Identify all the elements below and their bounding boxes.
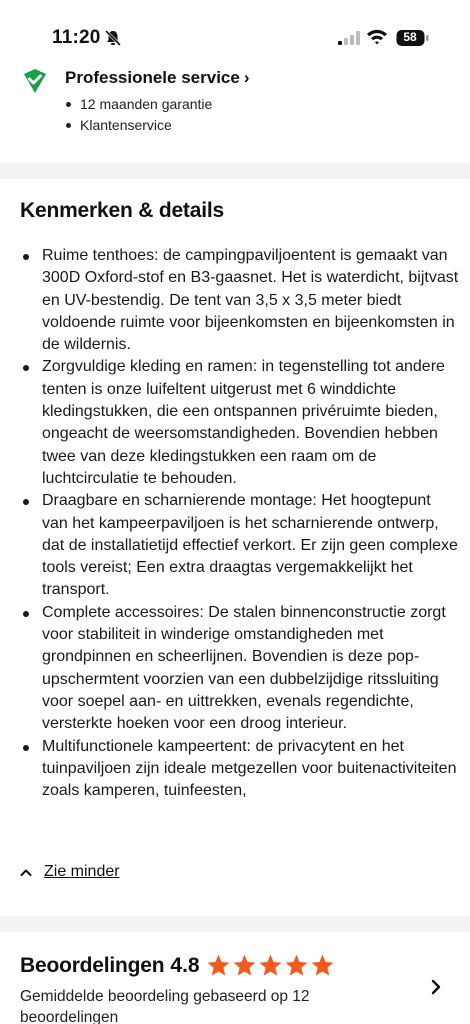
list-item: Zorgvuldige kleding en ramen: in tegenstelling tot andere tenten is onze luifeltent uitgerust met 6 winddichte kledingstukken, die een ontspannen privéruimte bieden, ongeacht de weersomstandigheden. Bovendien hebben twee van deze kledingstukken een raam om de luchtcirculatie te behouden. <box>20 356 460 490</box>
shield-check-icon <box>22 68 48 94</box>
service-list <box>65 94 212 136</box>
star-icon <box>232 953 257 978</box>
reviews-score: 4.8 <box>170 953 200 977</box>
chevron-up-icon <box>20 867 32 877</box>
details-title: Kenmerken & details <box>20 199 224 222</box>
list-item: Multifunctionele kampeertent: de privacytent en het tuinpaviljoen zijn ideale metgezellen voor buitenactiviteiten zoals kamperen, tuinfeesten, <box>20 736 460 803</box>
reviews-subtitle: Gemiddelde beoordeling gebaseerd op 12 beoordelingen <box>20 988 310 1024</box>
chevron-right-icon[interactable] <box>430 978 442 996</box>
reviews-section[interactable] <box>0 940 470 1024</box>
see-less-label: Zie minder <box>44 863 120 880</box>
list-item: Complete accessoires: De stalen binnenconstructie zorgt voor stabiliteit in winderige omstandigheden met grondpinnen en scheerlijnen. Bovendien is deze pop-upschermtent voorzien van een dubbelzijdige ritssluiting voor soepel aan- en uittrekken, evenals regendichte, versterkte hoeken voor een droog interieur. <box>20 602 460 736</box>
star-icon <box>284 953 309 978</box>
status-time: 11:20 <box>52 27 101 48</box>
service-title-label: Professionele service <box>65 68 240 87</box>
bell-muted-icon <box>104 29 122 47</box>
service-title[interactable] <box>65 68 250 88</box>
status-bar <box>0 0 470 60</box>
reviews-header <box>20 953 336 978</box>
details-list <box>20 245 460 802</box>
battery-level: 58 <box>403 30 417 44</box>
list-item: 12 maanden garantie <box>65 94 212 115</box>
text-fade <box>0 825 470 849</box>
professional-service-section[interactable] <box>0 62 470 162</box>
chevron-right-icon: › <box>243 68 250 87</box>
list-item: Ruime tenthoes: de campingpaviljoentent is gemaakt van 300D Oxford-stof en B3-gaasnet. Het is waterdicht, bijtvast en UV-bestendig. De tent van 3,5 x 3,5 meter biedt voldoende ruimte voor bijeenkomsten en bijeenkomsten in de wildernis. <box>20 245 460 356</box>
wifi-icon <box>366 28 388 46</box>
star-icon <box>310 953 335 978</box>
section-divider <box>0 163 470 179</box>
star-rating <box>206 953 336 978</box>
cellular-signal-icon <box>338 31 360 45</box>
see-less-button[interactable] <box>20 863 120 881</box>
star-icon <box>258 953 283 978</box>
section-divider <box>0 916 470 932</box>
list-item: Klantenservice <box>65 115 212 136</box>
list-item: Draagbare en scharnierende montage: Het hoogtepunt van het kampeerpaviljoen is het scharnierende ontwerp, dat de installatietijd effectief verkort. Er zijn geen complexe tools vereist; Een extra draagtas vergemakkelijkt het transport. <box>20 490 460 601</box>
reviews-title: Beoordelingen <box>20 953 165 977</box>
star-icon <box>206 953 231 978</box>
